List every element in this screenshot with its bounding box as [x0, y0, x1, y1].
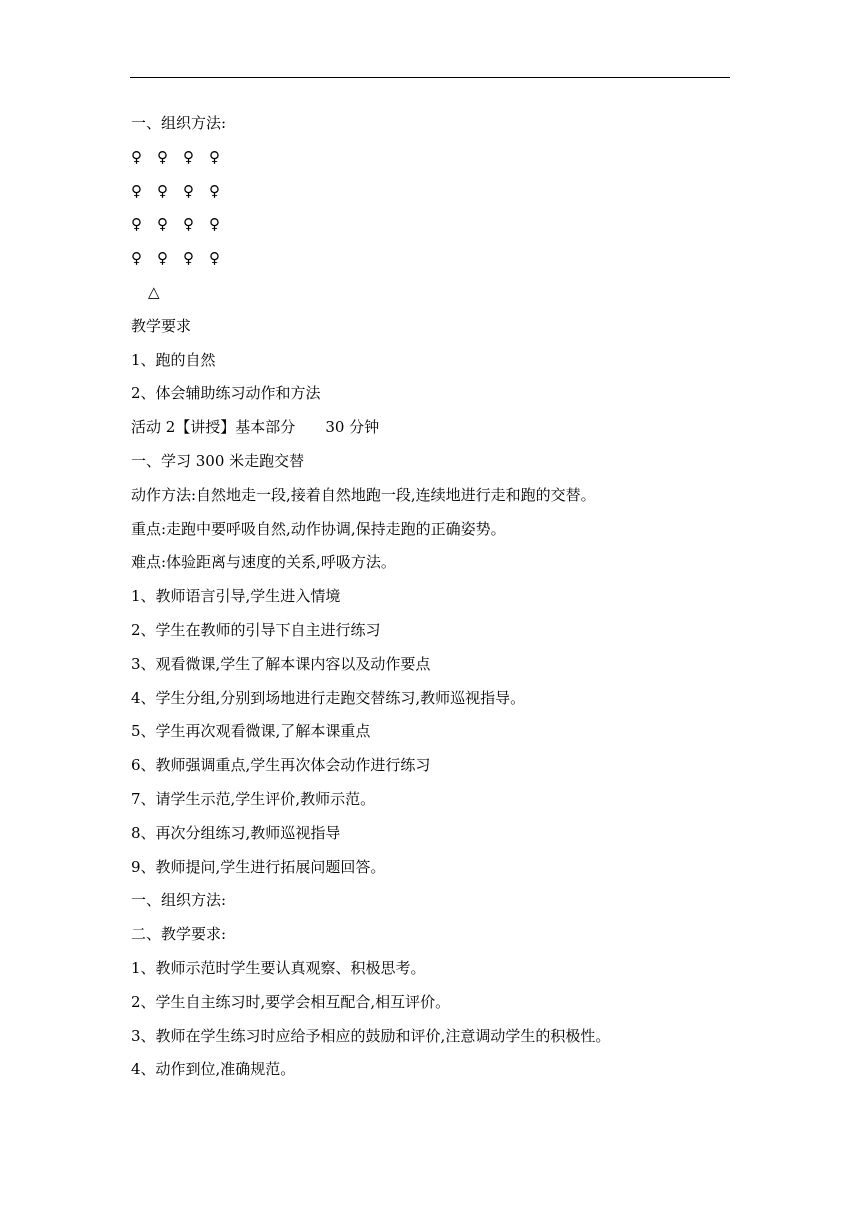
step-item: 5、学生再次观看微课,了解本课重点 [131, 722, 371, 741]
step-item: 2、学生在教师的引导下自主进行练习 [131, 620, 381, 639]
formation-row-3 [131, 208, 731, 242]
action-method: 动作方法:自然地走一段,接着自然地跑一段,连续地进行走和跑的交替。 [131, 485, 596, 504]
step-item: 1、教师语言引导,学生进入情境 [131, 587, 341, 606]
student-figure-icon: ♀ [131, 215, 142, 234]
study-heading: 一、学习 300 米走跑交替 [131, 451, 305, 470]
student-figure-icon: ♀ [131, 249, 142, 268]
teaching-requirements-heading: 教学要求 [131, 316, 192, 335]
org-method-heading: 一、组织方法: [131, 114, 227, 132]
student-figure-icon: ♀ [209, 215, 220, 234]
student-figure-icon: ♀ [157, 215, 168, 234]
org-method-heading-2: 一、组织方法: [131, 891, 227, 910]
student-figure-icon: ♀ [131, 147, 142, 166]
requirement-item: 3、教师在学生练习时应给予相应的鼓励和评价,注意调动学生的积极性。 [131, 1026, 611, 1045]
formation-row-1 [131, 141, 731, 175]
header-rule [130, 77, 730, 78]
step-item: 6、教师强调重点,学生再次体会动作进行练习 [131, 756, 431, 775]
difficulty: 难点:体验距离与速度的关系,呼吸方法。 [131, 553, 396, 572]
student-figure-icon: ♀ [183, 215, 194, 234]
student-figure-icon: ♀ [157, 147, 168, 166]
student-figure-icon: ♀ [209, 249, 220, 268]
formation-row-4 [131, 242, 731, 276]
requirement-item: 4、动作到位,准确规范。 [131, 1060, 296, 1079]
activity-line [131, 411, 731, 445]
requirement-item: 2、学生自主练习时,要学会相互配合,相互评价。 [131, 992, 451, 1011]
step-item: 3、观看微课,学生了解本课内容以及动作要点 [131, 654, 431, 673]
step-item: 7、请学生示范,学生评价,教师示范。 [131, 789, 376, 808]
teaching-requirements-heading-2: 二、教学要求: [131, 925, 227, 944]
student-figure-icon: ♀ [209, 147, 220, 166]
formation-row-2 [131, 175, 731, 209]
step-item: 9、教师提问,学生进行拓展问题回答。 [131, 857, 386, 876]
activity-duration: 30 分钟 [325, 418, 380, 437]
teacher-triangle-icon: △ [148, 282, 160, 301]
requirement-item: 1、教师示范时学生要认真观察、积极思考。 [131, 958, 426, 977]
requirement-item: 1、跑的自然 [131, 350, 216, 369]
step-item: 8、再次分组练习,教师巡视指导 [131, 823, 341, 842]
student-figure-icon: ♀ [183, 249, 194, 268]
activity-label: 活动 2【讲授】基本部分 [131, 418, 296, 437]
student-figure-icon: ♀ [157, 249, 168, 268]
student-figure-icon: ♀ [183, 147, 194, 166]
key-point: 重点:走跑中要呼吸自然,动作协调,保持走跑的正确姿势。 [131, 519, 506, 538]
student-figure-icon: ♀ [157, 181, 168, 200]
requirement-item: 2、体会辅助练习动作和方法 [131, 384, 321, 403]
student-figure-icon: ♀ [209, 181, 220, 200]
student-figure-icon: ♀ [131, 181, 142, 200]
document-body [131, 107, 731, 1087]
step-item: 4、学生分组,分别到场地进行走跑交替练习,教师巡视指导。 [131, 688, 526, 707]
student-figure-icon: ♀ [183, 181, 194, 200]
